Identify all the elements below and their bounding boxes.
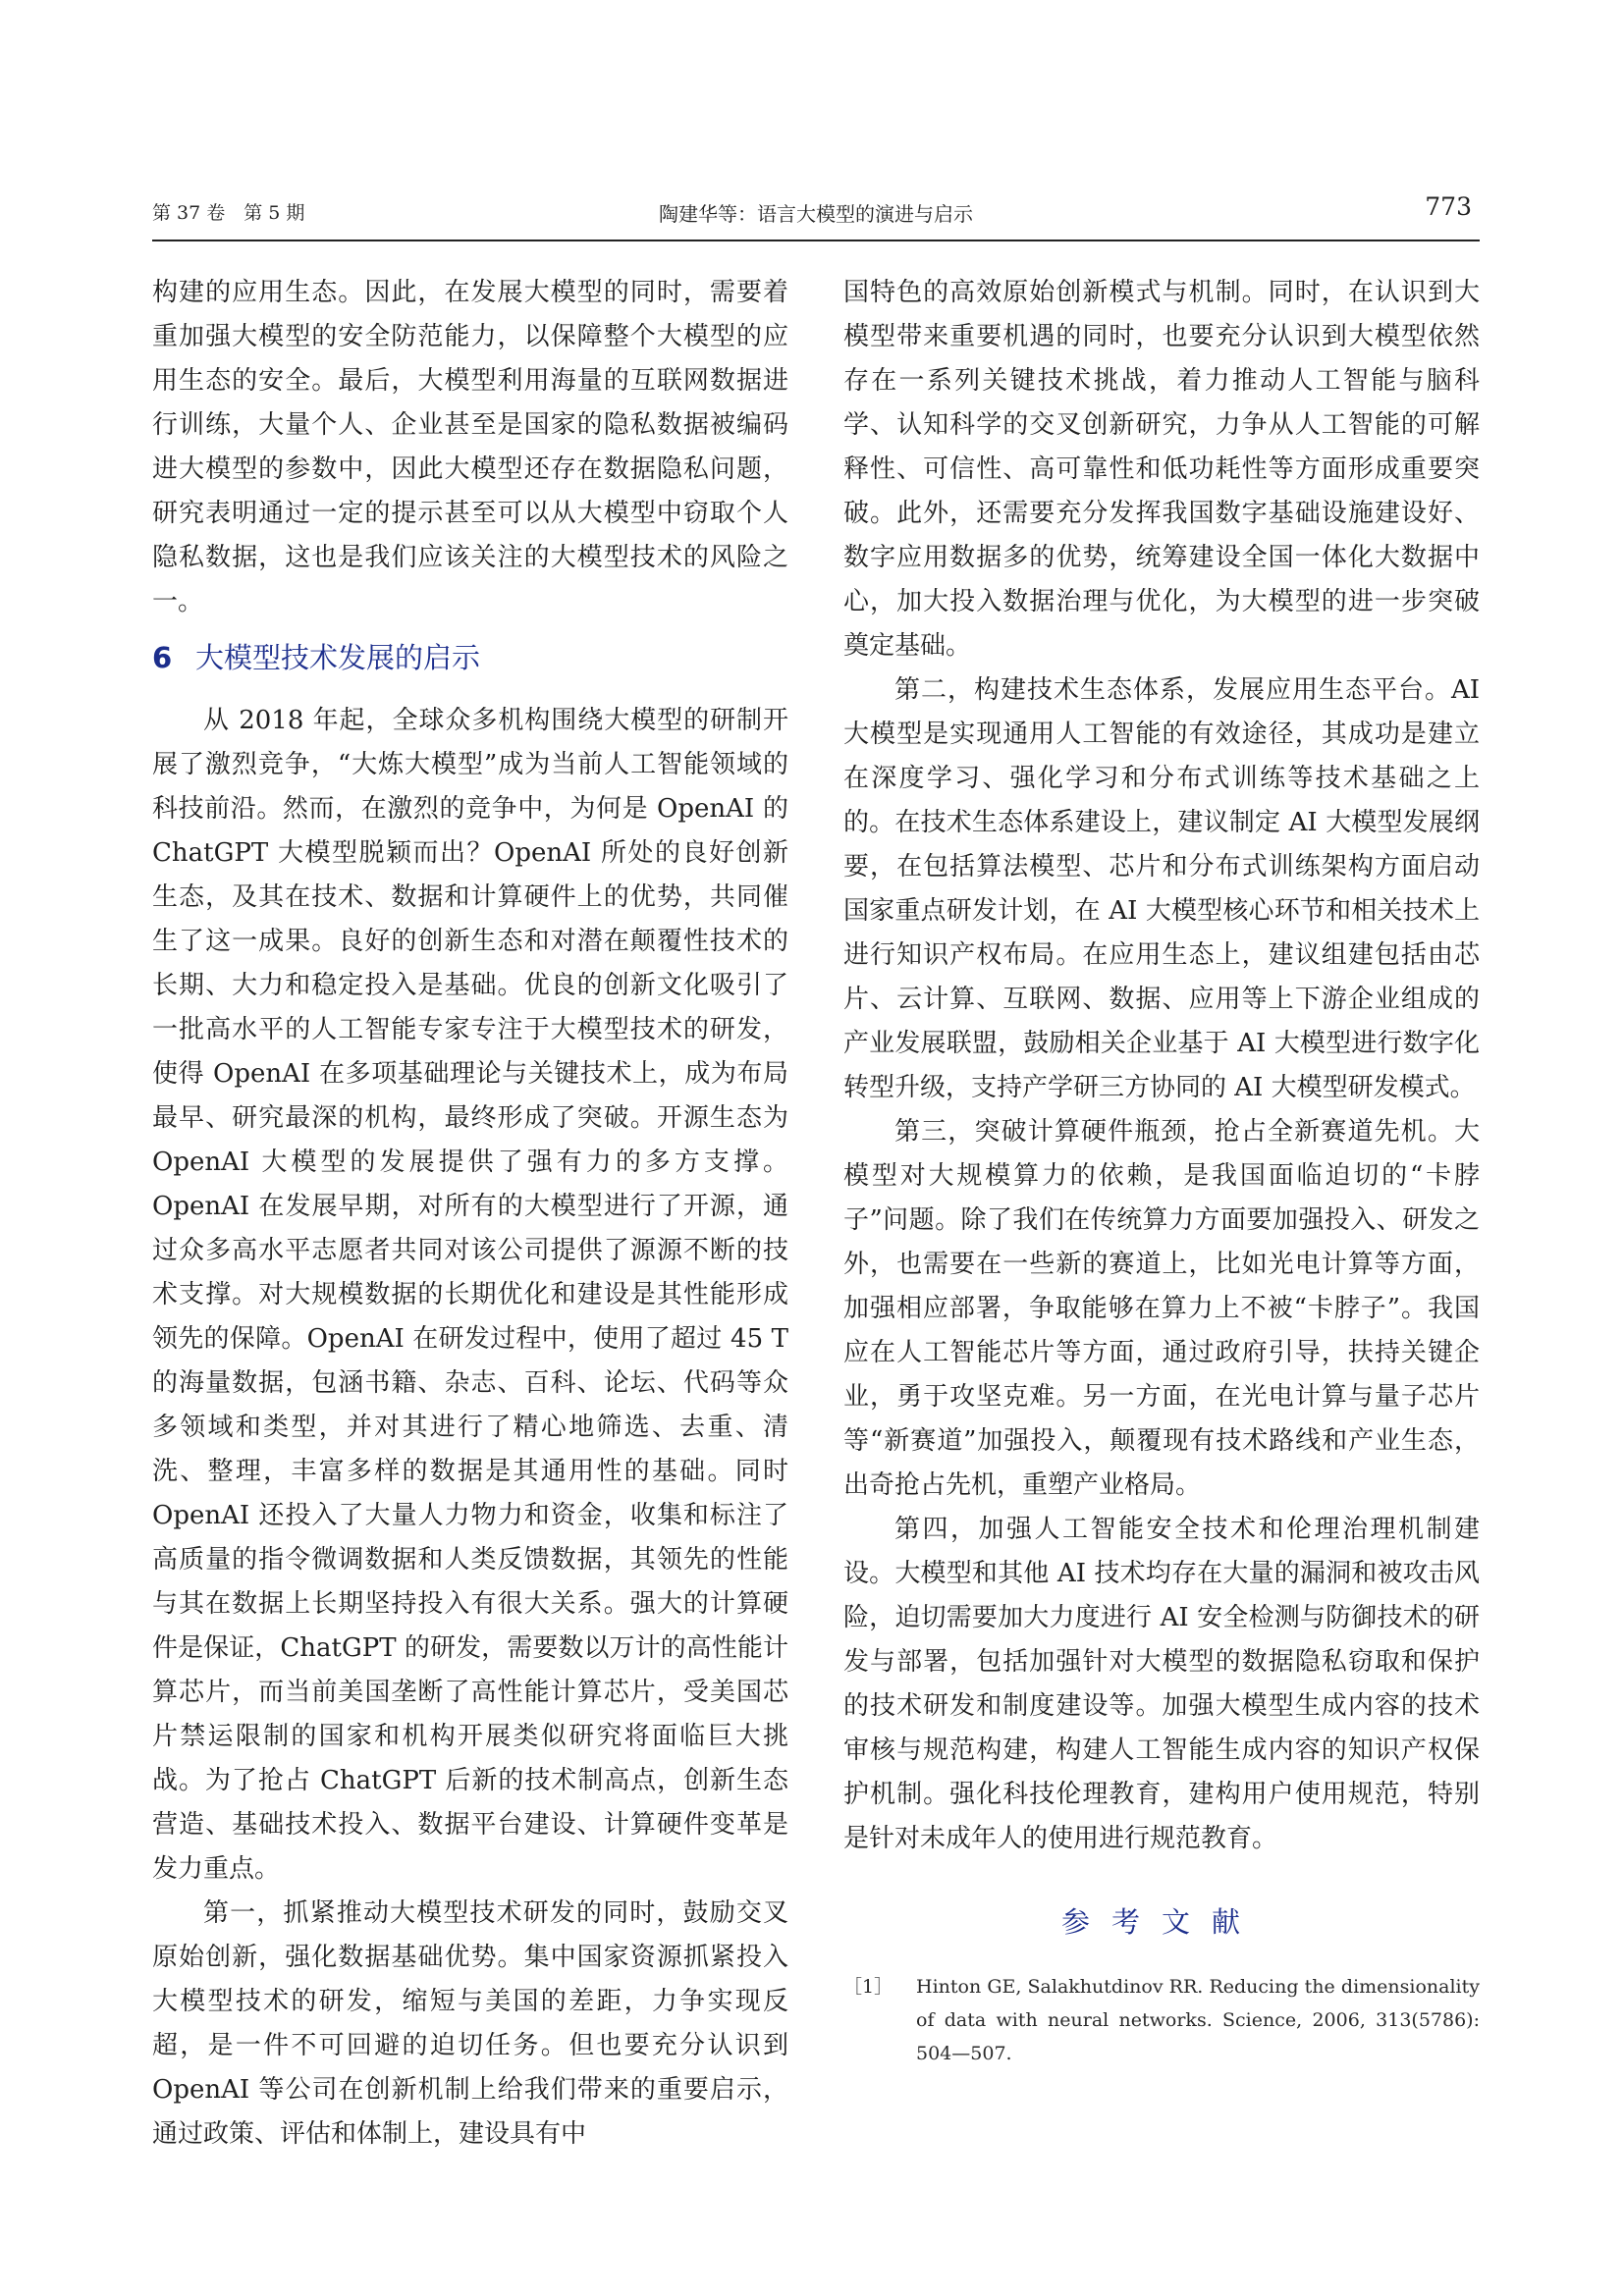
reference-number: ［1］ xyxy=(843,1976,893,1998)
volume-issue: 第 37 卷 第 5 期 xyxy=(152,202,305,224)
section-title: 大模型技术发展的启示 xyxy=(195,641,481,674)
page-number: 773 xyxy=(1425,192,1472,221)
paragraph: 国特色的高效原始创新模式与机制。同时，在认识到大模型带来重要机遇的同时，也要充分认识到大模型依然存在一系列关键技术挑战，着力推动人工智能与脑科学、认知科学的交叉创新研究，力争从人工智能的可解释性、可信性、高可靠性和低功耗性等方面形成重要突破。此外，还需要充分发挥我国数字基础设施建设好、数字应用数据多的优势，统筹建设全国一体化大数据中心，加大投入数据治理与优化，为大模型的进一步突破奠定基础。 xyxy=(843,278,1480,661)
right-column xyxy=(843,271,1480,2070)
references-title: 参考文献 xyxy=(1060,1905,1262,1939)
section-number: 6 xyxy=(152,641,173,674)
running-header xyxy=(152,192,1480,241)
paragraph: 构建的应用生态。因此，在发展大模型的同时，需要着重加强大模型的安全防范能力，以保障整个大模型的应用生态的安全。最后，大模型利用海量的互联网数据进行训练，大量个人、企业甚至是国家的隐私数据被编码进大模型的参数中，因此大模型还存在数据隐私问题，研究表明通过一定的提示甚至可以从大模型中窃取个人隐私数据，这也是我们应该关注的大模型技术的风险之一。 xyxy=(152,278,788,616)
paragraph: 从 2018 年起，全球众多机构围绕大模型的研制开展了激烈竞争，“大炼大模型”成为当前人工智能领域的科技前沿。然而，在激烈的竞争中，为何是 OpenAI 的 ChatGPT 大模型脱颖而出？OpenAI 所处的良好创新生态，及其在技术、数据和计算硬件上的优势，共同催生了这一成果。良好的创新生态和对潜在颠覆性技术的长期、大力和稳定投入是基础。优良的创新文化吸引了一批高水平的人工智能专家专注于大模型技术的研发，使得 OpenAI 在多项基础理论与关键技术上，成为布局最早、研究最深的机构，最终形成了突破。开源生态为 OpenAI 大模型的发展提供了强有力的多方支撑。OpenAI 在发展早期，对所有的大模型进行了开源，通过众多高水平志愿者共同对该公司提供了源源不断的技术支撑。对大规模数据的长期优化和建设是其性能形成领先的保障。OpenAI 在研发过程中，使用了超过 45 T 的海量数据，包涵书籍、杂志、百科、论坛、代码等众多领域和类型，并对其进行了精心地筛选、去重、清洗、整理，丰富多样的数据是其通用性的基础。同时 OpenAI 还投入了大量人力物力和资金，收集和标注了高质量的指令微调数据和人类反馈数据，其领先的性能与其在数据上长期坚持投入有很大关系。强大的计算硬件是保证，ChatGPT 的研发，需要数以万计的高性能计算芯片，而当前美国垄断了高性能计算芯片，受美国芯片禁运限制的国家和机构开展类似研究将面临巨大挑战。为了抢占 ChatGPT 后新的技术制高点，创新生态营造、基础技术投入、数据平台建设、计算硬件变革是发力重点。 xyxy=(152,706,788,1884)
paragraph: 第三，突破计算硬件瓶颈，抢占全新赛道先机。大模型对大规模算力的依赖，是我国面临迫切的“卡脖子”问题。除了我们在传统算力方面要加强投入、研发之外，也需要在一些新的赛道上，比如光电计算等方面，加强相应部署，争取能够在算力上不被“卡脖子”。我国应在人工智能芯片等方面，通过政府引导，扶持关键企业，勇于攻坚克难。另一方面，在光电计算与量子芯片等“新赛道”加强投入，颠覆现有技术路线和产业生态，出奇抢占先机，重塑产业格局。 xyxy=(843,1117,1480,1500)
section-heading xyxy=(152,638,788,677)
paragraph: 第一，抓紧推动大模型技术研发的同时，鼓励交叉原始创新，强化数据基础优势。集中国家资源抓紧投入大模型技术的研发，缩短与美国的差距，力争实现反超，是一件不可回避的迫切任务。但也要充分认识到 OpenAI 等公司在创新机制上给我们带来的重要启示，通过政策、评估和体制上，建设具有中 xyxy=(152,1898,788,2149)
reference-item xyxy=(843,1970,1480,2070)
running-title: 陶建华等：语言大模型的演进与启示 xyxy=(659,202,973,226)
left-column xyxy=(152,271,788,2157)
reference-text: Hinton GE, Salakhutdinov RR. Reducing the dimensionality of data with neural networks. Science, 2006, 313(5786): 504—507. xyxy=(916,1976,1480,2064)
paragraph: 第四，加强人工智能安全技术和伦理治理机制建设。大模型和其他 AI 技术均存在大量的漏洞和被攻击风险，迫切需要加大力度进行 AI 安全检测与防御技术的研发与部署，包括加强针对大模型的数据隐私窃取和保护的技术研发和制度建设等。加强大模型生成内容的技术审核与规范构建，构建人工智能生成内容的知识产权保护机制。强化科技伦理教育，建构用户使用规范，特别是针对未成年人的使用进行规范教育。 xyxy=(843,1515,1480,1853)
paragraph: 第二，构建技术生态体系，发展应用生态平台。AI 大模型是实现通用人工智能的有效途径，其成功是建立在深度学习、强化学习和分布式训练等技术基础之上的。在技术生态体系建设上，建议制定 AI 大模型发展纲要，在包括算法模型、芯片和分布式训练架构方面启动国家重点研发计划，在 AI 大模型核心环节和相关技术上进行知识产权布局。在应用生态上，建议组建包括由芯片、云计算、互联网、数据、应用等上下游企业组成的产业发展联盟，鼓励相关企业基于 AI 大模型进行数字化转型升级，支持产学研三方协同的 AI 大模型研发模式。 xyxy=(843,675,1480,1102)
